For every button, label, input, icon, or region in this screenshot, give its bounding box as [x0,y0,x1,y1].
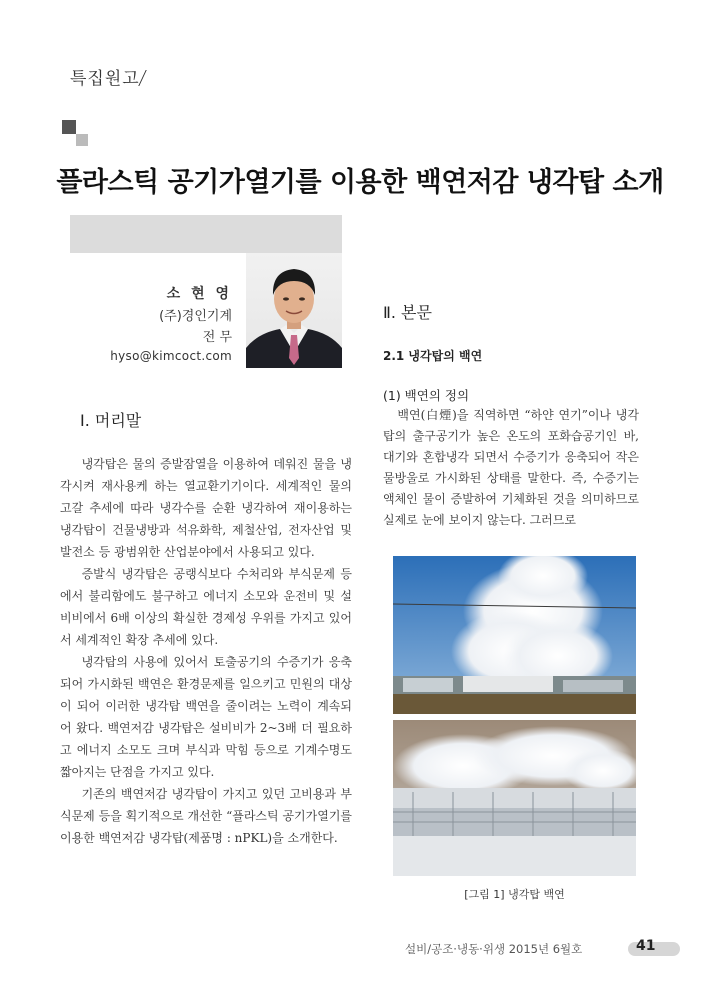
paragraph: 기존의 백연저감 냉각탑이 가지고 있던 고비용과 부식문제 등을 획기적으로 개선한 “플라스틱 공기가열기를 이용한 백연저감 냉각탑(제품명 : nPKL)을 소개한다. [60,787,352,845]
author-position: 전 무 [202,330,232,345]
paragraph: 냉각탑의 사용에 있어서 토출공기의 수증기가 응축되어 가시화된 백연은 환경문제를 일으키고 민원의 대상이 되어 이러한 냉각탑 백연을 줄이려는 노력이 계속되어 왔다. 백연저감 냉각탑은 설비비가 2~3배 더 필요하고 에너지 소모도 크며 부식과 막힘 등으로 기계수명도 짧아지는 단점을 가지고 있다. [60,655,352,779]
cooling-tower-photo [393,556,636,876]
portrait-image [246,253,342,368]
author-info [100,283,232,363]
decorative-square-light [76,134,88,146]
section-heading-body: Ⅱ. 본문 [383,303,432,322]
author-name: 소 현 영 [166,286,232,302]
right-column-body [383,405,639,531]
article-title: 플라스틱 공기가열기를 이용한 백연저감 냉각탑 소개 [56,167,664,198]
author-header-band [70,215,342,253]
section-tag-label: 특집원고 [70,69,140,89]
decorative-square-dark [62,120,76,134]
paragraph: 증발식 냉각탑은 공랭식보다 수처리와 부식문제 등에서 불리함에도 불구하고 에너지 소모와 운전비 및 설비비에서 6배 이상의 확실한 경제성 우위를 가지고 있어서 세계적인 확장 추세에 있다. [60,567,352,647]
page-number: 41 [636,938,656,954]
journal-footer: 설비/공조·냉동·위생 2015년 6월호 [405,942,583,956]
paragraph: 냉각탑은 물의 증발잠열을 이용하여 데워진 물을 냉각시켜 재사용케 하는 열교환기기이다. 세계적인 물의 고갈 추세에 따라 냉각수를 순환 냉각하여 재이용하는 냉각탑이 건물냉방과 석유화학, 제철산업, 전자산업 및 발전소 등 광범위한 산업분야에서 사용되고 있다. [60,457,352,559]
subsubheading: (1) 백연의 정의 [383,388,470,403]
section-heading-intro: Ⅰ. 머리말 [80,411,142,430]
left-column-body [60,453,352,849]
subheading: 2.1 냉각탑의 백연 [383,349,483,363]
section-tag [70,64,143,89]
figure-caption: [그림 1] 냉각탑 백연 [464,888,565,901]
author-email: hyso@kimcoct.com [110,349,232,363]
paragraph: 백연(白煙)을 직역하면 “하얀 연기”이나 냉각탑의 출구공기가 높은 온도의 포화습공기인 바, 대기와 혼합냉각 되면서 수증기가 응축되어 작은 물방울로 가시화된 상태를 말한다. 즉, 수증기는 액체인 물이 증발하여 기체화된 것을 의미하므로 실제로 눈에 보이지 않는다. 그러므로 [383,408,639,527]
author-photo [246,253,342,368]
author-company: (주)경인기계 [159,309,232,324]
cooling-tower-figure [393,556,636,876]
